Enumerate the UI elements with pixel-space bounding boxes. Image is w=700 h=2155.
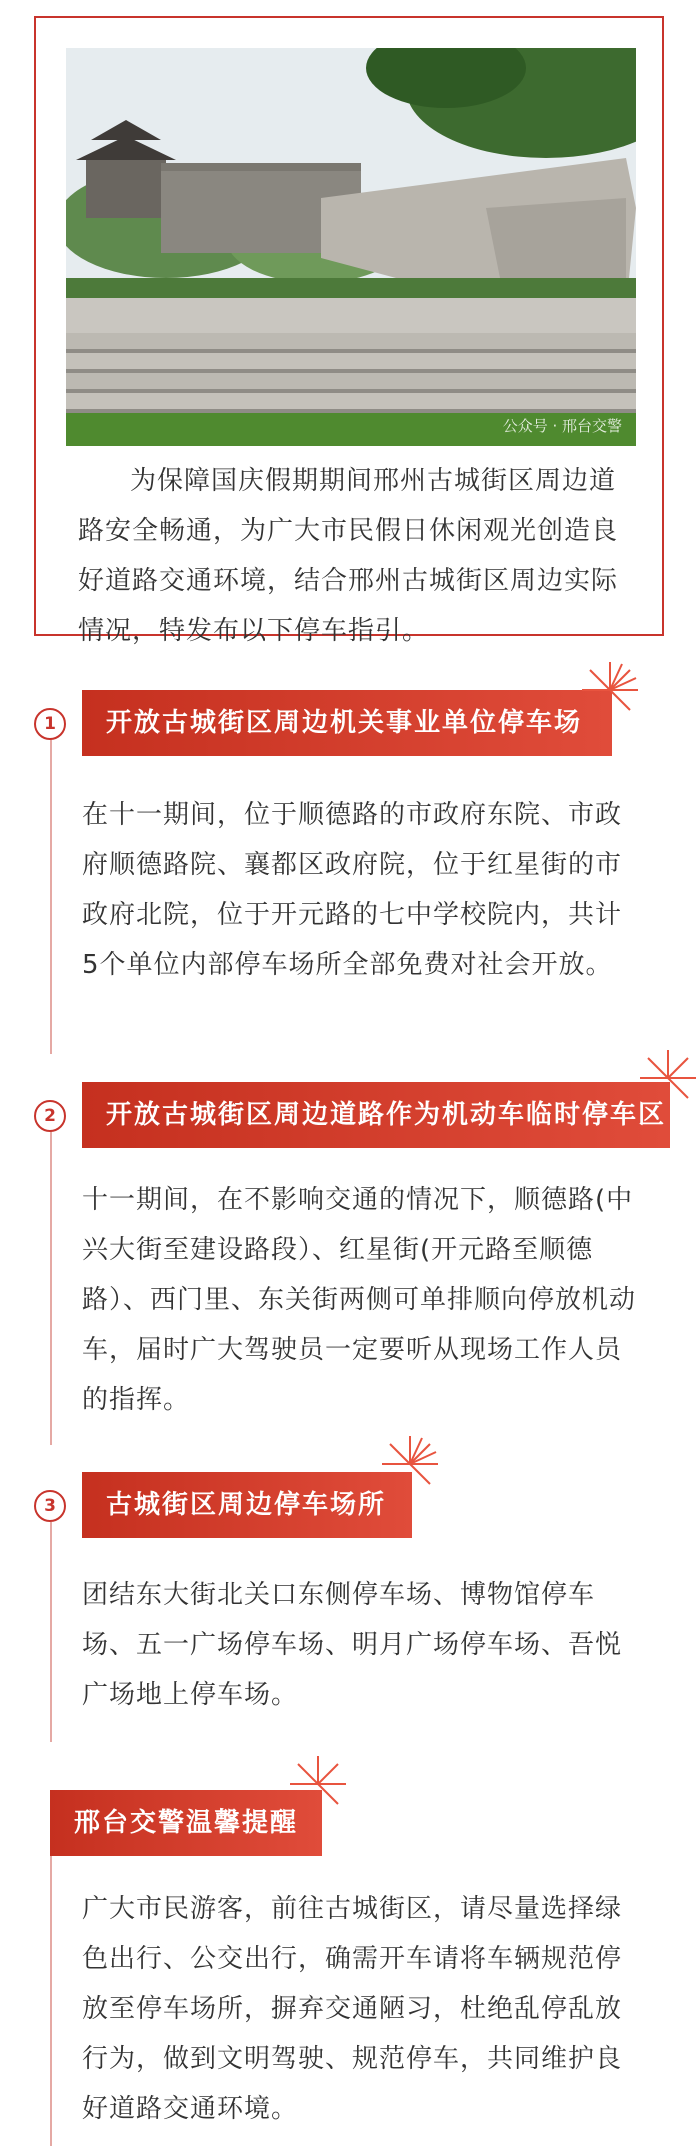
section-title-banner: 开放古城街区周边道路作为机动车临时停车区	[82, 1082, 670, 1148]
timeline-line	[50, 1522, 52, 1742]
firework-icon	[636, 1046, 700, 1110]
reminder-body: 广大市民游客，前往古城街区，请尽量选择绿色出行、公交出行，确需开车请将车辆规范停放至停车场所，摒弃交通陋习，杜绝乱停乱放行为，做到文明驾驶、规范停车，共同维护良好道路交通环境。	[82, 1894, 623, 2124]
intro-card	[34, 16, 664, 646]
section-body: 十一期间，在不影响交通的情况下，顺德路(中兴大街至建设路段）、红星街(开元路至顺德路）、西门里、东关街两侧可单排顺向停放机动车，届时广大驾驶员一定要听从现场工作人员的指挥。	[82, 1185, 637, 1415]
timeline-line	[50, 1115, 52, 1445]
section-body: 团结东大街北关口东侧停车场、博物馆停车场、五一广场停车场、明月广场停车场、吾悦广场地上停车场。	[82, 1580, 623, 1710]
section-title-banner: 开放古城街区周边机关事业单位停车场	[82, 690, 612, 756]
firework-icon	[286, 1752, 350, 1816]
photo-watermark: 公众号 · 邢台交警	[502, 417, 622, 435]
section-number-badge: 3	[34, 1490, 66, 1522]
section-number-badge: 2	[34, 1100, 66, 1132]
timeline-line	[50, 724, 52, 1054]
intro-paragraph: 为保障国庆假期期间邢州古城街区周边道路安全畅通，为广大市民假日休闲观光创造良好道路交通环境，结合邢州古城街区周边实际情况，特发布以下停车指引。	[78, 466, 619, 646]
timeline-line	[50, 1856, 52, 2146]
reminder-title-banner: 邢台交警温馨提醒	[50, 1790, 322, 1856]
section-title-banner: 古城街区周边停车场所	[82, 1472, 412, 1538]
firework-icon	[378, 1432, 442, 1496]
city-wall-photo	[66, 48, 636, 446]
section-number-badge: 1	[34, 708, 66, 740]
section-body: 在十一期间，位于顺德路的市政府东院、市政府顺德路院、襄都区政府院，位于红星街的市政府北院，位于开元路的七中学校院内，共计5个单位内部停车场所全部免费对社会开放。	[82, 800, 623, 980]
firework-icon	[578, 658, 642, 722]
